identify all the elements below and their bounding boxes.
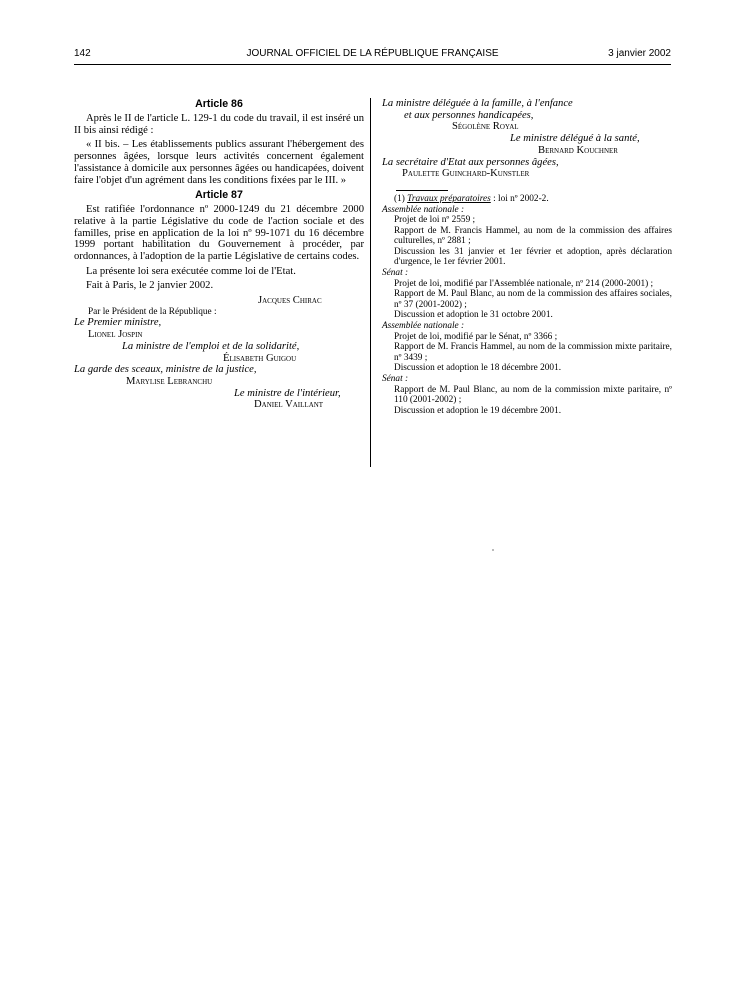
footnote-item: Discussion les 31 janvier et 1er février et adoption, après déclaration d'urgence, le 1er février 2001. — [394, 246, 672, 268]
footnotes — [382, 194, 672, 416]
famille-name: Ségolène Royal — [452, 121, 519, 133]
journal-title: JOURNAL OFFICIEL DE LA RÉPUBLIQUE FRANÇAISE — [246, 48, 499, 59]
sante-title: Le ministre délégué à la santé, — [510, 133, 640, 145]
page-number: 142 — [74, 48, 91, 59]
scan-speck — [492, 549, 494, 551]
famille-title-line-2: et aux personnes handicapées, — [404, 109, 534, 121]
footnote-item: Projet de loi nº 2559 ; — [394, 215, 476, 226]
article-86-paragraph-1: Après le II de l'article L. 129-1 du code du travail, il est inséré un II bis ainsi rédigé : — [74, 113, 364, 136]
personnes-agees-title: La secrétaire d'Etat aux personnes âgées, — [382, 156, 559, 168]
par-le-president: Par le Président de la République : — [88, 306, 217, 317]
header-rule — [74, 64, 671, 65]
issue-date: 3 janvier 2002 — [608, 48, 671, 59]
senat-heading-1: Sénat : — [382, 268, 409, 279]
page-header — [74, 46, 671, 66]
footnote-item: Projet de loi, modifié par le Sénat, nº 3366 ; — [394, 331, 558, 342]
article-86-paragraph-2: « II bis. – Les établissements publics assurant l'hébergement des personnes âgées, lorsque leurs activités concernent également l'assistance à domicile aux personnes âgées ou handicapées, doivent faire l'objet d'un agrément dans les conditions fixées par le III. » — [74, 139, 364, 186]
left-column — [74, 98, 364, 411]
footnote-item: Discussion et adoption le 19 décembre 2001. — [394, 405, 562, 416]
emploi-name: Élisabeth Guigou — [223, 352, 297, 364]
premier-ministre-name: Lionel Jospin — [88, 329, 143, 341]
column-divider — [370, 98, 371, 467]
emploi-title: La ministre de l'emploi et de la solidarité, — [122, 340, 300, 352]
travaux-label: Travaux préparatoires — [407, 193, 491, 204]
justice-title: La garde des sceaux, ministre de la justice, — [74, 364, 257, 376]
assemblee-heading-2: Assemblée nationale : — [382, 321, 465, 332]
footnote-title: (1) Travaux préparatoires : loi nº 2002-2. — [394, 193, 549, 204]
fait-paragraph: Fait à Paris, le 2 janvier 2002. — [86, 280, 214, 292]
assemblee-heading-1: Assemblée nationale : — [382, 204, 465, 215]
footnote-item: Rapport de M. Paul Blanc, au nom de la commission des affaires sociales, nº 37 (2001-2002) ; — [394, 289, 672, 310]
article-86-title: Article 86 — [195, 98, 243, 110]
footnote-item: Discussion et adoption le 18 décembre 2001. — [394, 363, 562, 374]
sante-name: Bernard Kouchner — [538, 144, 618, 156]
footnote-item: Rapport de M. Francis Hammel, au nom de la commission des affaires culturelles, nº 2881 ; — [394, 225, 672, 247]
signature-president: Jacques Chirac — [258, 295, 322, 307]
article-87-paragraph-1: Est ratifiée l'ordonnance nº 2000-1249 du 21 décembre 2000 relative à la partie Législative du code de l'action sociale et des familles, prise en application de la loi nº 99-1071 du 16 décembre 1999 portant habilitation du Gouvernement à procéder, par ordonnances, à l'adoption de la partie Législative de certains codes. — [74, 204, 364, 263]
interieur-title: Le ministre de l'intérieur, — [234, 387, 341, 399]
premier-ministre-title: Le Premier ministre, — [74, 317, 162, 329]
footnote-item: Projet de loi, modifié par l'Assemblée nationale, nº 214 (2000-2001) ; — [394, 278, 654, 289]
footnote-rule — [396, 190, 448, 191]
execution-paragraph: La présente loi sera exécutée comme loi de l'Etat. — [86, 265, 296, 277]
footnote-item: Rapport de M. Paul Blanc, au nom de la commission mixte paritaire, nº 110 (2001-2002) ; — [394, 384, 672, 406]
right-column — [382, 98, 672, 416]
footnote-item: Discussion et adoption le 31 octobre 2001. — [394, 310, 553, 321]
article-87-title: Article 87 — [195, 189, 243, 202]
justice-name: Marylise Lebranchu — [126, 375, 213, 387]
personnes-agees-name: Paulette Guinchard-Kunstler — [402, 168, 530, 180]
senat-heading-2: Sénat : — [382, 374, 409, 385]
famille-title-line-1: La ministre déléguée à la famille, à l'enfance — [382, 98, 573, 109]
footnote-item: Rapport de M. Francis Hammel, au nom de la commission mixte paritaire, nº 3439 ; — [394, 342, 672, 363]
interieur-name: Daniel Vaillant — [254, 399, 324, 411]
